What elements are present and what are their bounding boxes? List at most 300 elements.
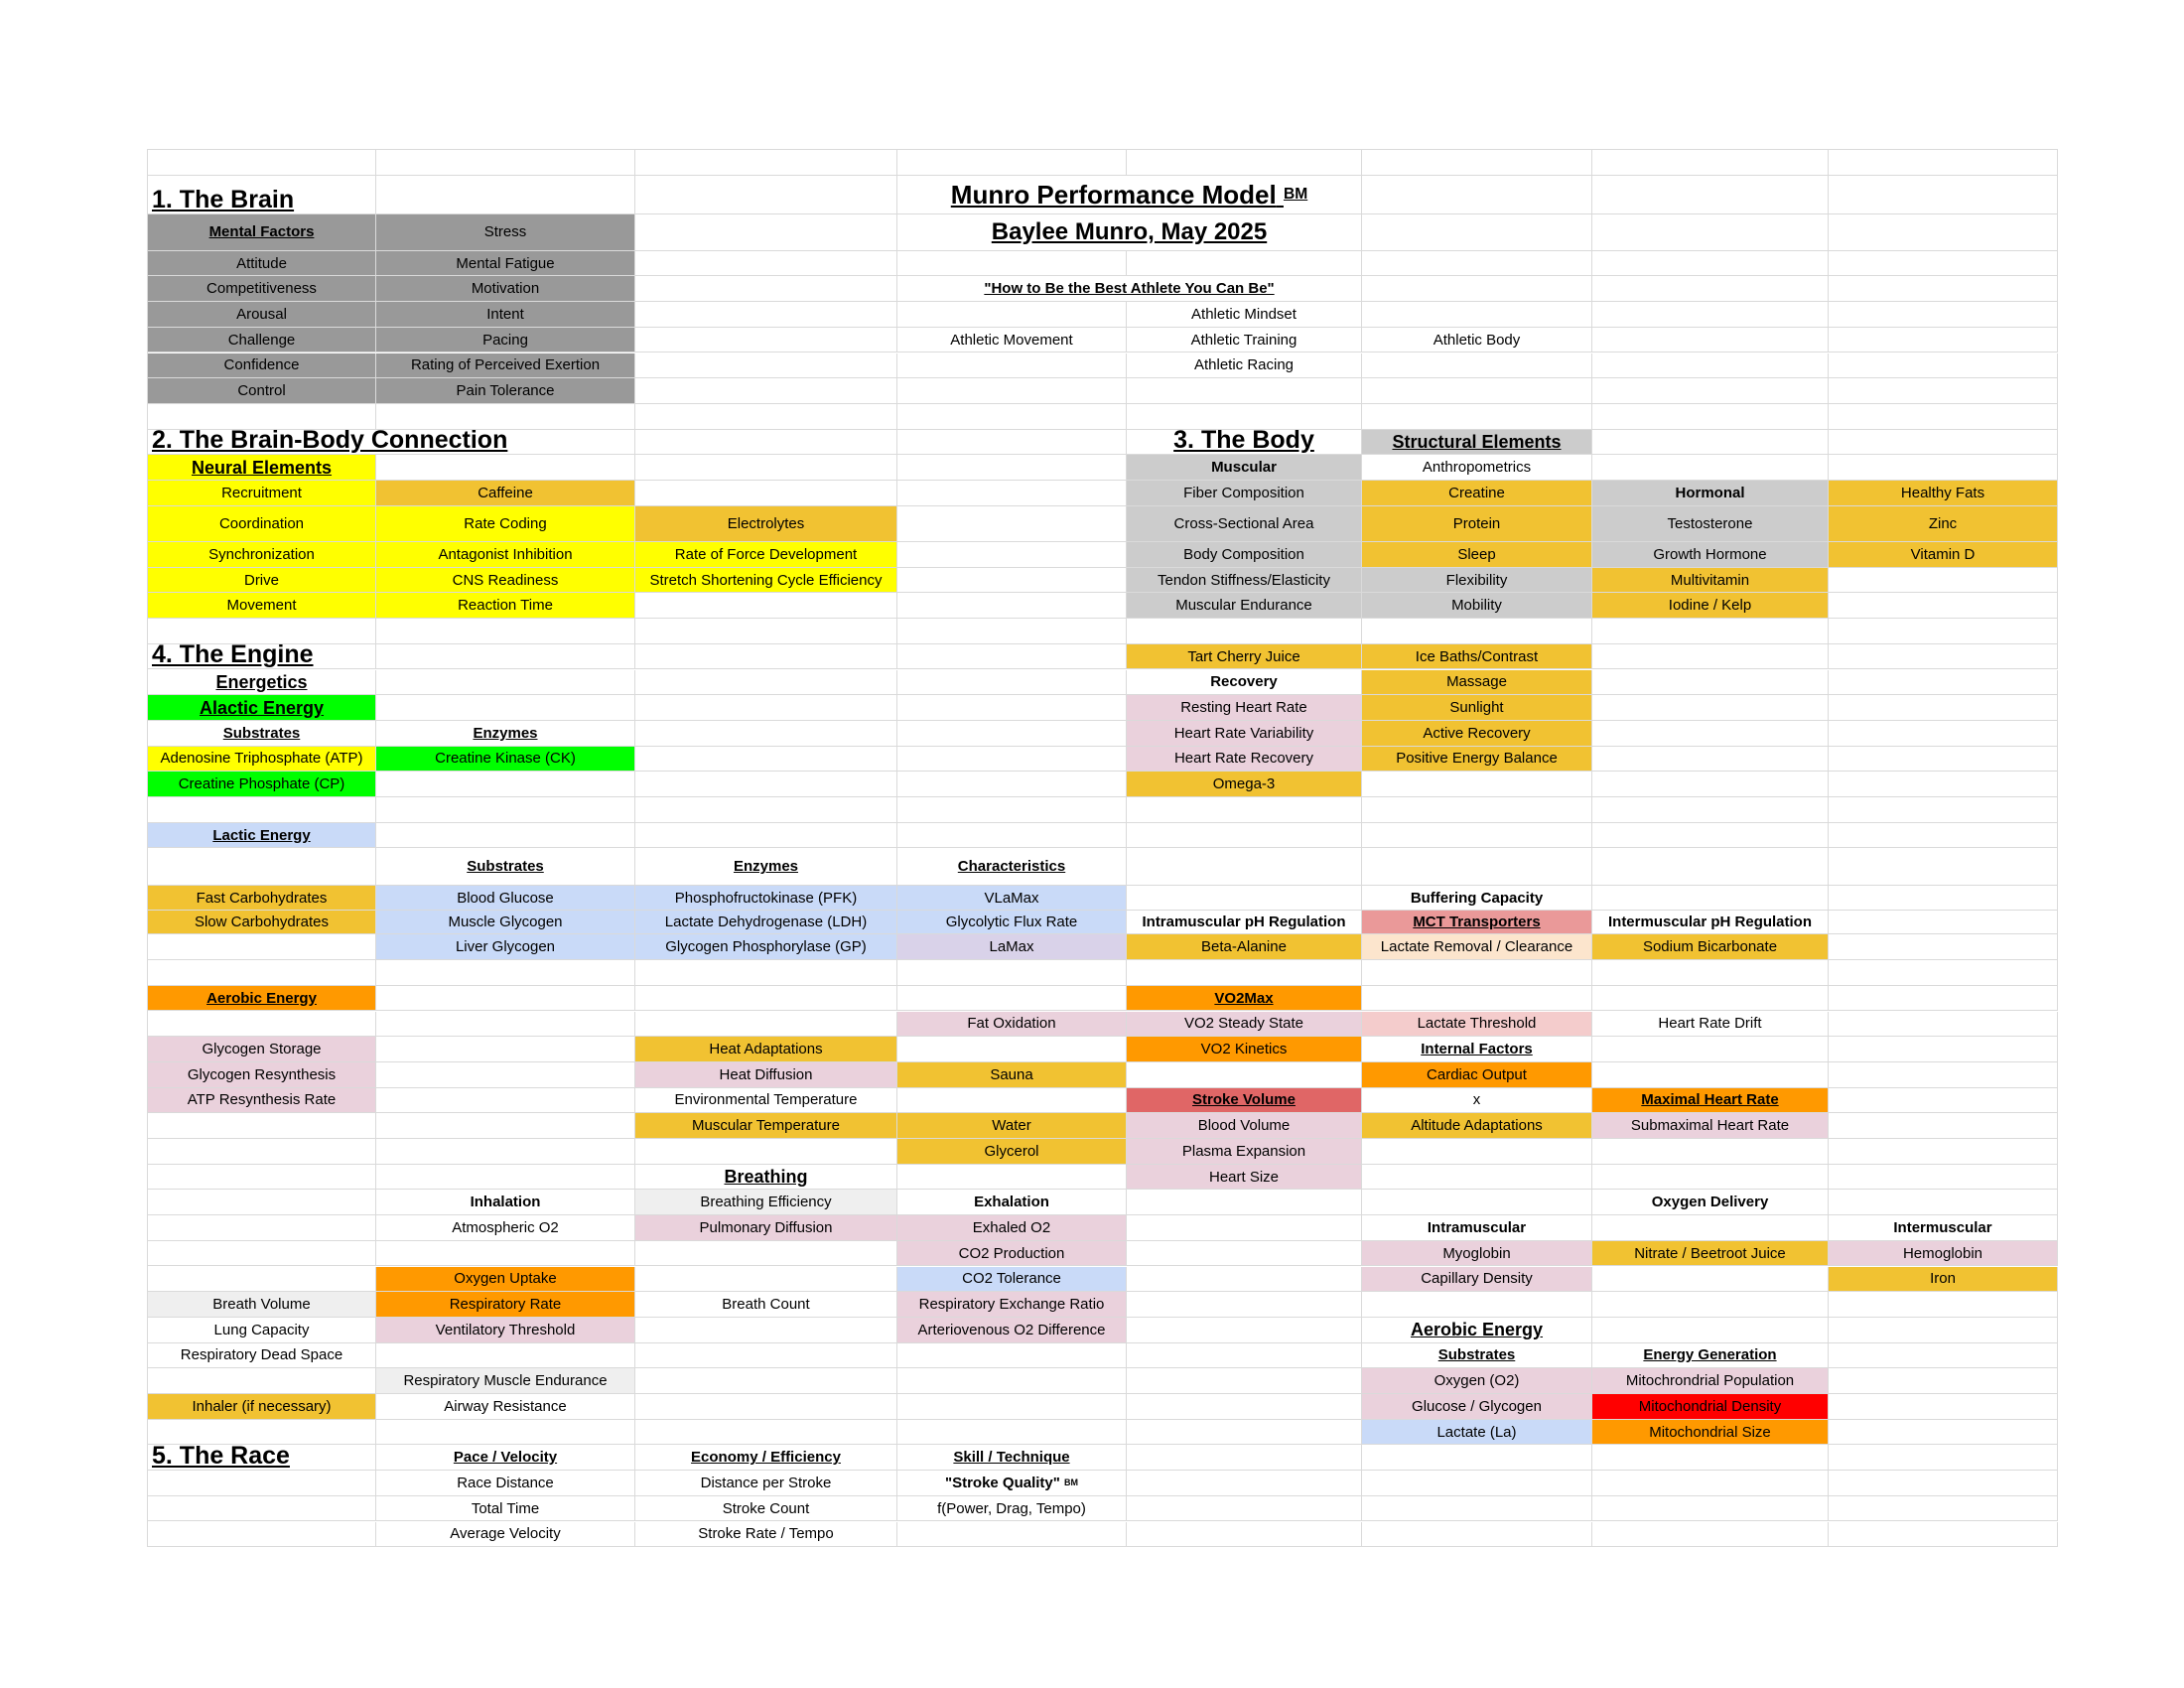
- empty-cell[interactable]: [1127, 797, 1362, 823]
- mental-factors-header[interactable]: Mental Factors: [148, 214, 376, 251]
- empty-cell[interactable]: [376, 619, 635, 644]
- mental-factor[interactable]: Pain Tolerance: [376, 378, 635, 404]
- max-heart-rate-header[interactable]: Maximal Heart Rate: [1592, 1088, 1829, 1114]
- page-subtitle[interactable]: Baylee Munro, May 2025: [897, 214, 1362, 251]
- aerobic-item[interactable]: Altitude Adaptations: [1362, 1113, 1592, 1139]
- empty-cell[interactable]: [376, 1165, 635, 1191]
- empty-cell[interactable]: [1362, 150, 1592, 176]
- empty-cell[interactable]: [1127, 1343, 1362, 1369]
- empty-cell[interactable]: [897, 568, 1127, 594]
- empty-cell[interactable]: [1829, 1062, 2058, 1088]
- structural-item[interactable]: Protein: [1362, 506, 1592, 542]
- empty-cell[interactable]: [635, 721, 897, 747]
- neural-element[interactable]: Rate of Force Development: [635, 542, 897, 568]
- lactic-enzyme[interactable]: Lactate Dehydrogenase (LDH): [635, 911, 897, 934]
- aerobic-substrates-header[interactable]: Substrates: [1362, 1343, 1592, 1369]
- empty-cell[interactable]: [1829, 1165, 2058, 1191]
- neural-element[interactable]: Caffeine: [376, 481, 635, 506]
- aerobic-energy-subheader[interactable]: Aerobic Energy: [1362, 1318, 1592, 1343]
- empty-cell[interactable]: [897, 404, 1127, 430]
- mct-transporters[interactable]: MCT Transporters: [1362, 911, 1592, 934]
- recovery-item[interactable]: Active Recovery: [1362, 721, 1592, 747]
- empty-cell[interactable]: [635, 328, 897, 353]
- empty-cell[interactable]: [1592, 404, 1829, 430]
- aerobic-item[interactable]: Heart Rate Drift: [1592, 1012, 1829, 1038]
- structural-item[interactable]: Flexibility: [1362, 568, 1592, 594]
- empty-cell[interactable]: [1829, 150, 2058, 176]
- empty-cell[interactable]: [1829, 1445, 2058, 1471]
- empty-cell[interactable]: [376, 1062, 635, 1088]
- empty-cell[interactable]: [1592, 848, 1829, 886]
- athletic-movement[interactable]: Athletic Movement: [897, 328, 1127, 353]
- empty-cell[interactable]: [1127, 1368, 1362, 1394]
- empty-cell[interactable]: [635, 176, 897, 214]
- breathing-item[interactable]: CO2 Tolerance: [897, 1267, 1127, 1293]
- empty-cell[interactable]: [635, 695, 897, 721]
- neural-element[interactable]: Electrolytes: [635, 506, 897, 542]
- lactic-substrates-header[interactable]: Substrates: [376, 848, 635, 886]
- hormonal-header[interactable]: Hormonal: [1592, 481, 1829, 506]
- internal-factors-header[interactable]: Internal Factors: [1362, 1037, 1592, 1062]
- empty-cell[interactable]: [1592, 986, 1829, 1012]
- empty-cell[interactable]: [148, 1139, 376, 1165]
- empty-cell[interactable]: [1829, 886, 2058, 911]
- page-title[interactable]: [897, 176, 1362, 214]
- empty-cell[interactable]: [1829, 619, 2058, 644]
- mental-factor[interactable]: Challenge: [148, 328, 376, 353]
- empty-cell[interactable]: [1829, 670, 2058, 696]
- empty-cell[interactable]: [1592, 695, 1829, 721]
- breathing-item[interactable]: Respiratory Exchange Ratio: [897, 1292, 1127, 1318]
- mental-factor[interactable]: Mental Fatigue: [376, 251, 635, 277]
- empty-cell[interactable]: [897, 1394, 1127, 1420]
- recovery-item[interactable]: Tart Cherry Juice: [1127, 644, 1362, 670]
- empty-cell[interactable]: [376, 986, 635, 1012]
- empty-cell[interactable]: [1829, 911, 2058, 934]
- mental-factor[interactable]: Intent: [376, 302, 635, 328]
- empty-cell[interactable]: [635, 481, 897, 506]
- empty-cell[interactable]: [376, 670, 635, 696]
- empty-cell[interactable]: [1829, 1420, 2058, 1446]
- empty-cell[interactable]: [635, 772, 897, 797]
- race-item[interactable]: Average Velocity: [376, 1522, 635, 1548]
- empty-cell[interactable]: [1127, 1062, 1362, 1088]
- aerobic-item[interactable]: Cardiac Output: [1362, 1062, 1592, 1088]
- empty-cell[interactable]: [376, 960, 635, 986]
- empty-cell[interactable]: [1829, 848, 2058, 886]
- race-item[interactable]: Distance per Stroke: [635, 1471, 897, 1496]
- neural-element[interactable]: Drive: [148, 568, 376, 594]
- multiply-sign[interactable]: x: [1362, 1088, 1592, 1114]
- empty-cell[interactable]: [1127, 823, 1362, 849]
- breathing-header[interactable]: Breathing: [635, 1165, 897, 1191]
- empty-cell[interactable]: [1592, 797, 1829, 823]
- lactic-enzyme[interactable]: Phosphofructokinase (PFK): [635, 886, 897, 911]
- empty-cell[interactable]: [376, 1113, 635, 1139]
- hormonal-item[interactable]: Iodine / Kelp: [1592, 593, 1829, 619]
- race-item[interactable]: Race Distance: [376, 1471, 635, 1496]
- empty-cell[interactable]: [1127, 1394, 1362, 1420]
- aerobic-item[interactable]: Heat Adaptations: [635, 1037, 897, 1062]
- recovery-item[interactable]: Heart Rate Variability: [1127, 721, 1362, 747]
- empty-cell[interactable]: [897, 481, 1127, 506]
- empty-cell[interactable]: [897, 619, 1127, 644]
- empty-cell[interactable]: [148, 1113, 376, 1139]
- breathing-item[interactable]: Oxygen (O2): [1362, 1368, 1592, 1394]
- empty-cell[interactable]: [1127, 378, 1362, 404]
- empty-cell[interactable]: [897, 1420, 1127, 1446]
- empty-cell[interactable]: [1829, 986, 2058, 1012]
- empty-cell[interactable]: [1362, 214, 1592, 251]
- empty-cell[interactable]: [897, 644, 1127, 670]
- empty-cell[interactable]: [1829, 176, 2058, 214]
- breathing-item[interactable]: Pulmonary Diffusion: [635, 1215, 897, 1241]
- empty-cell[interactable]: [897, 986, 1127, 1012]
- empty-cell[interactable]: [897, 1368, 1127, 1394]
- empty-cell[interactable]: [1592, 670, 1829, 696]
- empty-cell[interactable]: [635, 1368, 897, 1394]
- empty-cell[interactable]: [1592, 886, 1829, 911]
- empty-cell[interactable]: [1829, 1471, 2058, 1496]
- empty-cell[interactable]: [1592, 960, 1829, 986]
- empty-cell[interactable]: [1829, 353, 2058, 379]
- empty-cell[interactable]: [148, 1368, 376, 1394]
- empty-cell[interactable]: [1829, 934, 2058, 960]
- empty-cell[interactable]: [635, 986, 897, 1012]
- lactic-characteristics-header[interactable]: Characteristics: [897, 848, 1127, 886]
- empty-cell[interactable]: [376, 150, 635, 176]
- empty-cell[interactable]: [1362, 797, 1592, 823]
- breathing-item[interactable]: Exhaled O2: [897, 1215, 1127, 1241]
- intermuscular-header[interactable]: Intermuscular: [1829, 1215, 2058, 1241]
- breathing-item[interactable]: Hemoglobin: [1829, 1241, 2058, 1267]
- empty-cell[interactable]: [1592, 772, 1829, 797]
- inhalation-header[interactable]: Inhalation: [376, 1190, 635, 1215]
- empty-cell[interactable]: [376, 695, 635, 721]
- empty-cell[interactable]: [1829, 1318, 2058, 1343]
- empty-cell[interactable]: [376, 455, 635, 481]
- hormonal-item[interactable]: Multivitamin: [1592, 568, 1829, 594]
- empty-cell[interactable]: [635, 214, 897, 251]
- alactic-item[interactable]: Creatine Phosphate (CP): [148, 772, 376, 797]
- mental-factor[interactable]: Rating of Perceived Exertion: [376, 353, 635, 379]
- breathing-item[interactable]: Myoglobin: [1362, 1241, 1592, 1267]
- empty-cell[interactable]: [1592, 1292, 1829, 1318]
- empty-cell[interactable]: [897, 302, 1127, 328]
- empty-cell[interactable]: [635, 593, 897, 619]
- empty-cell[interactable]: [1127, 251, 1362, 277]
- breathing-item[interactable]: Nitrate / Beetroot Juice: [1592, 1241, 1829, 1267]
- recovery-item[interactable]: Resting Heart Rate: [1127, 695, 1362, 721]
- recovery-item[interactable]: Positive Energy Balance: [1362, 747, 1592, 773]
- empty-cell[interactable]: [148, 1241, 376, 1267]
- empty-cell[interactable]: [897, 1088, 1127, 1114]
- empty-cell[interactable]: [1362, 986, 1592, 1012]
- mental-factor[interactable]: Pacing: [376, 328, 635, 353]
- empty-cell[interactable]: [1127, 1445, 1362, 1471]
- empty-cell[interactable]: [635, 378, 897, 404]
- empty-cell[interactable]: [1829, 404, 2058, 430]
- empty-cell[interactable]: [1592, 1037, 1829, 1062]
- empty-cell[interactable]: [1592, 302, 1829, 328]
- empty-cell[interactable]: [1127, 404, 1362, 430]
- empty-cell[interactable]: [148, 1215, 376, 1241]
- stroke-quality[interactable]: [897, 1471, 1127, 1496]
- empty-cell[interactable]: [376, 404, 635, 430]
- empty-cell[interactable]: [1829, 430, 2058, 456]
- section-race-heading[interactable]: 5. The Race: [148, 1445, 376, 1471]
- empty-cell[interactable]: [148, 797, 376, 823]
- alactic-substrates-header[interactable]: Substrates: [148, 721, 376, 747]
- empty-cell[interactable]: [1127, 1190, 1362, 1215]
- empty-cell[interactable]: [1829, 772, 2058, 797]
- structural-item[interactable]: Creatine: [1362, 481, 1592, 506]
- empty-cell[interactable]: [1829, 644, 2058, 670]
- economy-efficiency-header[interactable]: Economy / Efficiency: [635, 1445, 897, 1471]
- empty-cell[interactable]: [897, 506, 1127, 542]
- breathing-item[interactable]: Capillary Density: [1362, 1267, 1592, 1293]
- intramuscular-ph-header[interactable]: Intramuscular pH Regulation: [1127, 911, 1362, 934]
- neural-element[interactable]: Reaction Time: [376, 593, 635, 619]
- lactic-enzymes-header[interactable]: Enzymes: [635, 848, 897, 886]
- empty-cell[interactable]: [635, 823, 897, 849]
- athletic-body[interactable]: Athletic Body: [1362, 328, 1592, 353]
- empty-cell[interactable]: [1127, 848, 1362, 886]
- neural-element[interactable]: Recruitment: [148, 481, 376, 506]
- neural-element[interactable]: Stretch Shortening Cycle Efficiency: [635, 568, 897, 594]
- empty-cell[interactable]: [1127, 1496, 1362, 1522]
- tagline[interactable]: "How to Be the Best Athlete You Can Be": [897, 276, 1362, 302]
- intramuscular-header[interactable]: Intramuscular: [1362, 1215, 1592, 1241]
- empty-cell[interactable]: [1362, 302, 1592, 328]
- empty-cell[interactable]: [148, 1267, 376, 1293]
- empty-cell[interactable]: [1829, 328, 2058, 353]
- neural-element[interactable]: CNS Readiness: [376, 568, 635, 594]
- muscular-item[interactable]: Body Composition: [1127, 542, 1362, 568]
- empty-cell[interactable]: [635, 1012, 897, 1038]
- empty-cell[interactable]: [1362, 404, 1592, 430]
- neural-element[interactable]: Movement: [148, 593, 376, 619]
- buffering-capacity-header[interactable]: Buffering Capacity: [1362, 886, 1592, 911]
- empty-cell[interactable]: [148, 1496, 376, 1522]
- stroke-volume-header[interactable]: Stroke Volume: [1127, 1088, 1362, 1114]
- empty-cell[interactable]: [1829, 1113, 2058, 1139]
- recovery-item[interactable]: Sunlight: [1362, 695, 1592, 721]
- aerobic-item[interactable]: Submaximal Heart Rate: [1592, 1113, 1829, 1139]
- empty-cell[interactable]: [1592, 328, 1829, 353]
- empty-cell[interactable]: [635, 1267, 897, 1293]
- breathing-item[interactable]: Mitochrondrial Population: [1592, 1368, 1829, 1394]
- athletic-training[interactable]: Athletic Training: [1127, 328, 1362, 353]
- empty-cell[interactable]: [897, 1165, 1127, 1191]
- empty-cell[interactable]: [1362, 1445, 1592, 1471]
- empty-cell[interactable]: [1829, 960, 2058, 986]
- exhalation-header[interactable]: Exhalation: [897, 1190, 1127, 1215]
- empty-cell[interactable]: [635, 619, 897, 644]
- empty-cell[interactable]: [1592, 150, 1829, 176]
- aerobic-item[interactable]: Environmental Temperature: [635, 1088, 897, 1114]
- aerobic-item[interactable]: Water: [897, 1113, 1127, 1139]
- empty-cell[interactable]: [1362, 1190, 1592, 1215]
- empty-cell[interactable]: [1829, 1012, 2058, 1038]
- empty-cell[interactable]: [1592, 214, 1829, 251]
- breathing-item[interactable]: Arteriovenous O2 Difference: [897, 1318, 1127, 1343]
- lactic-characteristic[interactable]: VLaMax: [897, 886, 1127, 911]
- breathing-item[interactable]: Atmospheric O2: [376, 1215, 635, 1241]
- breathing-item[interactable]: Breath Count: [635, 1292, 897, 1318]
- supplement-item[interactable]: Healthy Fats: [1829, 481, 2058, 506]
- empty-cell[interactable]: [1592, 721, 1829, 747]
- buffering-item[interactable]: Beta-Alanine: [1127, 934, 1362, 960]
- empty-cell[interactable]: [897, 772, 1127, 797]
- empty-cell[interactable]: [635, 670, 897, 696]
- alactic-energy-header[interactable]: Alactic Energy: [148, 695, 376, 721]
- breathing-item[interactable]: Ventilatory Threshold: [376, 1318, 635, 1343]
- empty-cell[interactable]: [1592, 176, 1829, 214]
- energetics-header[interactable]: Energetics: [148, 670, 376, 696]
- empty-cell[interactable]: [1592, 455, 1829, 481]
- mental-factor[interactable]: Competitiveness: [148, 276, 376, 302]
- breathing-item[interactable]: Glucose / Glycogen: [1362, 1394, 1592, 1420]
- athletic-mindset[interactable]: Athletic Mindset: [1127, 302, 1362, 328]
- empty-cell[interactable]: [148, 1012, 376, 1038]
- empty-cell[interactable]: [1592, 823, 1829, 849]
- skill-technique-header[interactable]: Skill / Technique: [897, 1445, 1127, 1471]
- supplement-item[interactable]: Vitamin D: [1829, 542, 2058, 568]
- empty-cell[interactable]: [1829, 455, 2058, 481]
- breathing-item[interactable]: Mitochondrial Density: [1592, 1394, 1829, 1420]
- breathing-item[interactable]: CO2 Production: [897, 1241, 1127, 1267]
- empty-cell[interactable]: [1829, 593, 2058, 619]
- empty-cell[interactable]: [897, 823, 1127, 849]
- empty-cell[interactable]: [148, 1190, 376, 1215]
- empty-cell[interactable]: [1829, 695, 2058, 721]
- aerobic-item[interactable]: Muscular Temperature: [635, 1113, 897, 1139]
- section-brain-body-heading[interactable]: 2. The Brain-Body Connection: [148, 430, 635, 456]
- empty-cell[interactable]: [1362, 1496, 1592, 1522]
- empty-cell[interactable]: [897, 797, 1127, 823]
- breathing-item[interactable]: Inhaler (if necessary): [148, 1394, 376, 1420]
- empty-cell[interactable]: [635, 150, 897, 176]
- empty-cell[interactable]: [376, 1420, 635, 1446]
- empty-cell[interactable]: [1829, 1343, 2058, 1369]
- empty-cell[interactable]: [1127, 1267, 1362, 1293]
- vo2max-header[interactable]: VO2Max: [1127, 986, 1362, 1012]
- mental-factor[interactable]: Confidence: [148, 353, 376, 379]
- neural-elements-header[interactable]: Neural Elements: [148, 455, 376, 481]
- breathing-item[interactable]: Lung Capacity: [148, 1318, 376, 1343]
- empty-cell[interactable]: [1362, 772, 1592, 797]
- buffering-item[interactable]: Sodium Bicarbonate: [1592, 934, 1829, 960]
- empty-cell[interactable]: [376, 772, 635, 797]
- empty-cell[interactable]: [635, 251, 897, 277]
- empty-cell[interactable]: [1829, 1088, 2058, 1114]
- empty-cell[interactable]: [1127, 1292, 1362, 1318]
- empty-cell[interactable]: [635, 1420, 897, 1446]
- aerobic-item[interactable]: VO2 Kinetics: [1127, 1037, 1362, 1062]
- empty-cell[interactable]: [1362, 176, 1592, 214]
- buffering-item[interactable]: Lactate Removal / Clearance: [1362, 934, 1592, 960]
- structural-item[interactable]: Mobility: [1362, 593, 1592, 619]
- empty-cell[interactable]: [1829, 1368, 2058, 1394]
- empty-cell[interactable]: [1362, 1165, 1592, 1191]
- empty-cell[interactable]: [1592, 1496, 1829, 1522]
- empty-cell[interactable]: [897, 455, 1127, 481]
- empty-cell[interactable]: [1592, 1471, 1829, 1496]
- aerobic-item[interactable]: Heat Diffusion: [635, 1062, 897, 1088]
- empty-cell[interactable]: [376, 1139, 635, 1165]
- empty-cell[interactable]: [1592, 430, 1829, 456]
- empty-cell[interactable]: [148, 150, 376, 176]
- aerobic-item[interactable]: Heart Size: [1127, 1165, 1362, 1191]
- breathing-item[interactable]: Airway Resistance: [376, 1394, 635, 1420]
- lactic-substrate[interactable]: Muscle Glycogen: [376, 911, 635, 934]
- empty-cell[interactable]: [1592, 1267, 1829, 1293]
- breathing-item[interactable]: Mitochondrial Size: [1592, 1420, 1829, 1446]
- aerobic-item[interactable]: Sauna: [897, 1062, 1127, 1088]
- empty-cell[interactable]: [376, 1012, 635, 1038]
- empty-cell[interactable]: [635, 960, 897, 986]
- empty-cell[interactable]: [1127, 1522, 1362, 1548]
- alactic-item[interactable]: Creatine Kinase (CK): [376, 747, 635, 773]
- aerobic-item[interactable]: Glycogen Storage: [148, 1037, 376, 1062]
- lactic-characteristic[interactable]: LaMax: [897, 934, 1127, 960]
- empty-cell[interactable]: [376, 823, 635, 849]
- empty-cell[interactable]: [897, 353, 1127, 379]
- muscular-item[interactable]: Tendon Stiffness/Elasticity: [1127, 568, 1362, 594]
- neural-element[interactable]: Synchronization: [148, 542, 376, 568]
- empty-cell[interactable]: [1362, 1522, 1592, 1548]
- aerobic-item[interactable]: Glycogen Resynthesis: [148, 1062, 376, 1088]
- empty-cell[interactable]: [1592, 251, 1829, 277]
- empty-cell[interactable]: [148, 960, 376, 986]
- mental-factor[interactable]: Arousal: [148, 302, 376, 328]
- empty-cell[interactable]: [1362, 960, 1592, 986]
- recovery-header[interactable]: Recovery: [1127, 670, 1362, 696]
- empty-cell[interactable]: [1592, 1139, 1829, 1165]
- aerobic-item[interactable]: Fat Oxidation: [897, 1012, 1127, 1038]
- empty-cell[interactable]: [1127, 960, 1362, 986]
- empty-cell[interactable]: [1592, 1215, 1829, 1241]
- empty-cell[interactable]: [1127, 1471, 1362, 1496]
- empty-cell[interactable]: [1829, 276, 2058, 302]
- aerobic-item[interactable]: Plasma Expansion: [1127, 1139, 1362, 1165]
- empty-cell[interactable]: [1829, 747, 2058, 773]
- empty-cell[interactable]: [1829, 302, 2058, 328]
- muscular-item[interactable]: Fiber Composition: [1127, 481, 1362, 506]
- empty-cell[interactable]: [1829, 251, 2058, 277]
- empty-cell[interactable]: [1829, 378, 2058, 404]
- empty-cell[interactable]: [1362, 1292, 1592, 1318]
- energy-generation-header[interactable]: Energy Generation: [1592, 1343, 1829, 1369]
- section-body-heading[interactable]: 3. The Body: [1127, 430, 1362, 456]
- lactic-characteristic[interactable]: Glycolytic Flux Rate: [897, 911, 1127, 934]
- neural-element[interactable]: Coordination: [148, 506, 376, 542]
- recovery-item[interactable]: Ice Baths/Contrast: [1362, 644, 1592, 670]
- breathing-item[interactable]: Breathing Efficiency: [635, 1190, 897, 1215]
- muscular-header[interactable]: Muscular: [1127, 455, 1362, 481]
- empty-cell[interactable]: [897, 747, 1127, 773]
- empty-cell[interactable]: [376, 644, 635, 670]
- empty-cell[interactable]: [1592, 747, 1829, 773]
- empty-cell[interactable]: [1829, 823, 2058, 849]
- mental-factor[interactable]: Control: [148, 378, 376, 404]
- empty-cell[interactable]: [897, 150, 1127, 176]
- empty-cell[interactable]: [1127, 886, 1362, 911]
- alactic-item[interactable]: Adenosine Triphosphate (ATP): [148, 747, 376, 773]
- empty-cell[interactable]: [635, 302, 897, 328]
- mental-factor[interactable]: Stress: [376, 214, 635, 251]
